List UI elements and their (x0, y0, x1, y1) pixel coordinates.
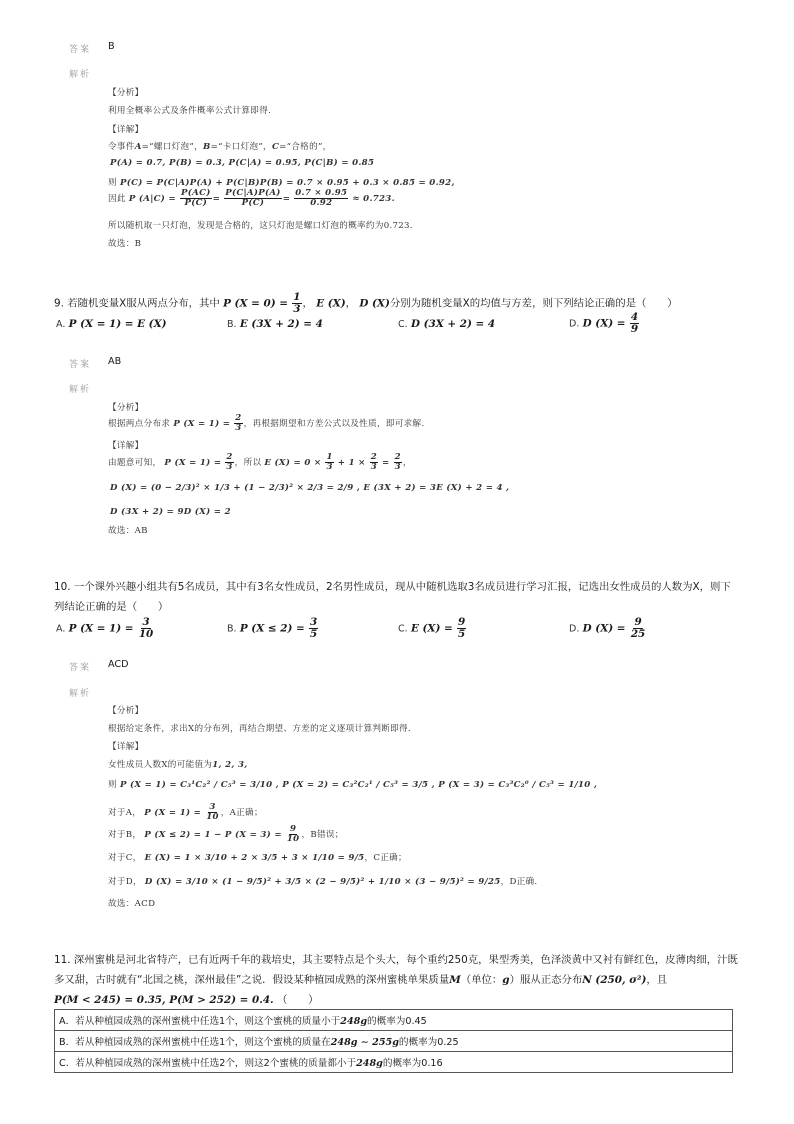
solution-line: 女性成员人数X的可能值为1, 2, 3, (108, 760, 248, 770)
question-stem: 10. 一个课外兴趣小组共有5名成员，其中有3名女性成员，2名男性成员，现从中随机选取3名成员进行学习汇报，记选出女性成员的人数为X，则下 (54, 581, 731, 593)
solution-line: 令事件A=“螺口灯泡”，B=“卡口灯泡”，C=“合格的”， (108, 142, 332, 152)
answer-tag: 答案 (69, 360, 92, 370)
option-d[interactable]: D. D (X) = $\frac{9}{25}$ (569, 616, 646, 640)
fenxi-text: 利用全概率公式及条件概率公式计算即得. (108, 106, 272, 116)
solution-line: 则 P(C) = P(C|A)P(A) + P(C|B)P(B) = 0.7 × 0.95 + 0.3 × 0.85 = 0.92, (108, 178, 455, 188)
option-row[interactable]: A．若从种植园成熟的深州蜜桃中任选1个，则这个蜜桃的质量小于248g的概率为0.45 (55, 1010, 733, 1031)
xiangjie-heading: 【详解】 (108, 441, 144, 451)
solution-line: 对于B， P (X ≤ 2) = 1 − P (X = 3) = $\frac{9}{10}$ ，B错误； (108, 824, 344, 845)
answer-value: B (108, 41, 115, 52)
fenxi-heading: 【分析】 (108, 706, 144, 716)
answer-value: ACD (108, 659, 129, 670)
analysis-tag: 解析 (69, 385, 92, 395)
question-stem: 列结论正确的是（ ） (54, 601, 169, 613)
answer-tag: 答案 (69, 45, 92, 55)
solution-line: 故选：B (108, 239, 142, 249)
xiangjie-heading: 【详解】 (108, 125, 144, 135)
solution-line: 故选：ACD (108, 899, 156, 909)
question-stem: 多又甜，古时就有“北国之桃，深州最佳”之说．假设某种植园成熟的深州蜜桃单果质量M（单位：g）服从正态分布N (250, σ²)，且 (54, 974, 668, 986)
options-table (54, 1009, 733, 1073)
analysis-tag: 解析 (69, 689, 92, 699)
fenxi-text: 根据给定条件，求出X的分布列，再结合期望、方差的定义逐项计算判断即得. (108, 724, 411, 734)
option-a[interactable]: A. P (X = 1) = $\frac{3}{10}$ (56, 616, 154, 640)
fenxi-heading: 【分析】 (108, 403, 144, 413)
solution-line: 对于D， D (X) = 3/10 × (1 − 9/5)² + 3/5 × (2 − 9/5)² + 1/10 × (3 − 9/5)² = 9/25，D正确. (108, 877, 538, 887)
fenxi-text: 根据两点分布求 P (X = 1) = $\frac{2}{3}$ ，再根据期望和方差公式以及性质，即可求解. (108, 413, 425, 434)
solution-line: 则 P (X = 1) = C₃¹C₂² / C₅³ = 3/10 , P (X = 2) = C₃²C₂¹ / C₅³ = 3/5 , P (X = 3) = C₃³C₂⁰ / C₅³ = 1/10 , (108, 780, 598, 790)
solution-line: 对于C， E (X) = 1 × 3/10 + 2 × 3/5 + 3 × 1/10 = 9/5，C正确； (108, 853, 407, 863)
solution-line: 因此 P (A|C) = $\frac{P(AC)}{P(C)}$ = $\frac{P(C|A)P(A)}{P(C)}$ = $\frac{0.7 \times 0.95}{0.92}$ ≈ 0.723. (108, 188, 395, 209)
solution-line: 由题意可知， P (X = 1) = $\frac{2}{3}$ ，所以 E (X) = 0 × $\frac{1}{3}$ + 1 × $\frac{2}{3}$ = $\frac{2}{3}$ ， (108, 452, 412, 473)
solution-line: P(A) = 0.7, P(B) = 0.3, P(C|A) = 0.95, P(C|B) = 0.85 (110, 158, 375, 168)
solution-line: D (3X + 2) = 9D (X) = 2 (110, 507, 231, 517)
option-c[interactable]: C. D (3X + 2) = 4 (398, 318, 496, 330)
option-c[interactable]: C. E (X) = $\frac{9}{5}$ (398, 616, 466, 640)
fenxi-heading: 【分析】 (108, 88, 144, 98)
xiangjie-heading: 【详解】 (108, 742, 144, 752)
option-d[interactable]: D. D (X) = $\frac{4}{9}$ (569, 311, 639, 335)
analysis-tag: 解析 (69, 70, 92, 80)
answer-value: AB (108, 356, 122, 367)
solution-line: 所以随机取一只灯泡，发现是合格的，这只灯泡是螺口灯泡的概率约为0.723. (108, 221, 413, 231)
solution-line: 对于A， P (X = 1) = $\frac{3}{10}$ ，A正确； (108, 802, 263, 823)
question-stem: 11. 深州蜜桃是河北省特产，已有近两千年的栽培史，其主要特点是个头大，每个重约250克，果型秀美，色泽淡黄中又衬有鲜红色，皮薄肉细，汁既 (54, 954, 738, 966)
solution-line: 故选：AB (108, 526, 148, 536)
option-a[interactable]: A. P (X = 1) = E (X) (56, 318, 167, 330)
option-b[interactable]: B. E (3X + 2) = 4 (227, 318, 323, 330)
solution-line: D (X) = (0 − 2/3)² × 1/3 + (1 − 2/3)² × 2/3 = 2/9 , E (3X + 2) = 3E (X) + 2 = 4 , (110, 483, 510, 493)
question-stem: P(M < 245) = 0.35, P(M > 252) = 0.4. （ ） (54, 994, 319, 1006)
question-stem: 9. 若随机变量X服从两点分布，其中 P (X = 0) = $\frac{1}{3}$ ， E (X)， D (X)分别为随机变量X的均值与方差，则下列结论正确的是（ ） (54, 291, 678, 315)
option-b[interactable]: B. P (X ≤ 2) = $\frac{3}{5}$ (227, 616, 318, 640)
option-row[interactable]: B．若从种植园成熟的深州蜜桃中任选1个，则这个蜜桃的质量在248g ∼ 255g的概率为0.25 (55, 1031, 733, 1052)
answer-tag: 答案 (69, 663, 92, 673)
option-row[interactable]: C．若从种植园成熟的深州蜜桃中任选2个，则这2个蜜桃的质量都小于248g的概率为0.16 (55, 1052, 733, 1073)
